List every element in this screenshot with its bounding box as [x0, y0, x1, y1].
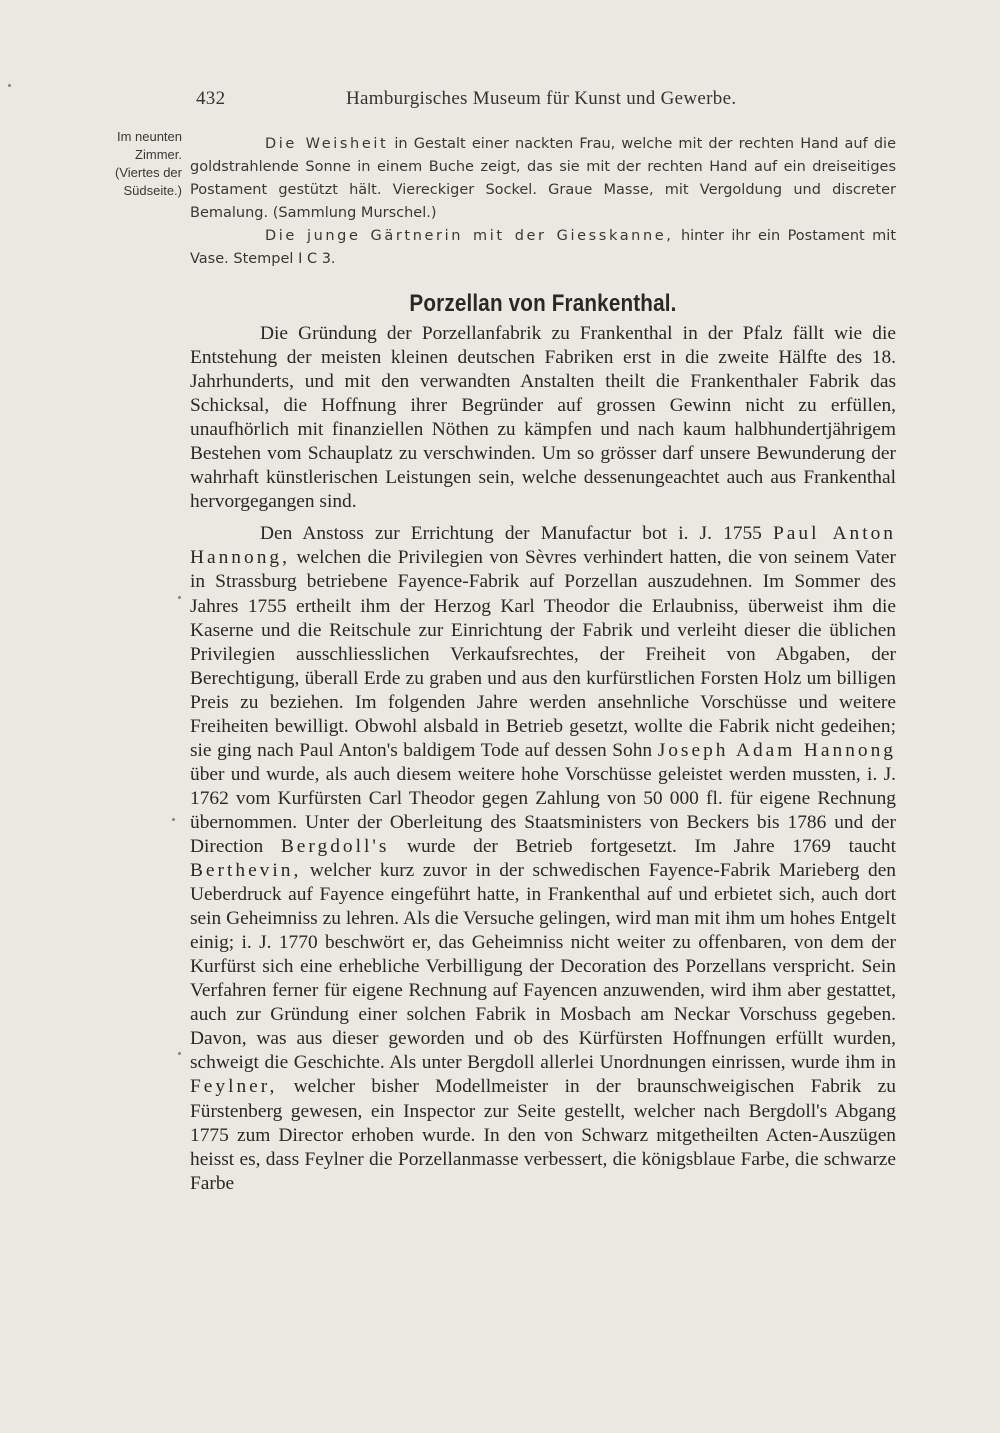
catalog-entry — [190, 133, 896, 225]
page-header — [196, 88, 896, 116]
entry-description: hinter ihr ein Postament mit Vase. Stempel I C 3. — [190, 228, 897, 267]
body-text — [190, 322, 896, 1196]
entry-title: Die junge Gärtnerin mit der Giesskanne, — [265, 228, 674, 244]
paragraph — [190, 522, 896, 1195]
person-name: Feylner, — [190, 1076, 278, 1098]
text-run: welchen die Privilegien von Sèvres verhindert hatten, die von seinem Vater in Strassburg betriebene Fayence-Fabrik auf Porzellan auszudehnen. Im Sommer des Jahres 1755 ertheilt ihm der Herzog Karl Theodor die Erlaubniss, überweist ihm die Kaserne und die Reitschule zur Einrichtung der Fabrik und verleiht dieser die üblichen Privilegien ausschliesslichen Verkaufsrechtes, der Freiheit von Abgaben, der Berechtigung, überall Erde zu graben und aus den kurfürstlichen Forsten Holz um billigen Preis zu beziehen. Im folgenden Jahre werden ansehnliche Vorschüsse und weitere Freiheiten bewilligt. Obwohl alsbald in Betrieb gesetzt, wollte die Fabrik nicht gedeihen; sie ging nach Paul Anton's baldigem Tode auf dessen Sohn — [190, 547, 896, 761]
paper-speck — [178, 1052, 181, 1055]
paper-speck — [172, 818, 175, 821]
running-title: Hamburgisches Museum für Kunst und Gewerbe. — [346, 88, 737, 109]
paper-speck — [178, 596, 181, 599]
catalog-entry — [190, 225, 896, 271]
person-name: Joseph Adam Hannong — [657, 739, 896, 761]
paragraph: Die Gründung der Porzellanfabrik zu Frankenthal in der Pfalz fällt wie die Entstehung der meisten kleinen deutschen Fabriken erst in die zweite Hälfte des 18. Jahrhunderts, und mit den verwandten Anstalten theilt die Frankenthaler Fabrik das Schicksal, die Hoffnung ihrer Begründer auf grossen Gewinn nicht zu erfüllen, unaufhörlich mit finanziellen Nöthen zu kämpfen und nach kaum halbhundertjährigem Bestehen vom Schauplatz zu verschwinden. Um so grösser darf unsere Bewunderung der wahrhaft künstlerischen Leistungen sein, welche dessenungeachtet auch aus Frankenthal hervorgegangen sind. — [190, 323, 896, 513]
text-run: welcher kurz zuvor in der schwedischen Fayence-Fabrik Marieberg den Ueberdruck auf Fayence eingeführt hatte, in Frankenthal auf und erbietet sich, auch dort sein Geheimniss zu lehren. Als die Versuche gelingen, wird man mit ihm um hohes Entgelt einig; i. J. 1770 beschwört er, das Geheimniss nicht weiter zu offenbaren, von dem der Kurfürst sich eine erhebliche Verbilligung der Decoration des Porzellans verspricht. Sein Verfahren ferner für eigene Rechnung auf Fayencen anzuwenden, wird ihm aber gestattet, auch zur Gründung einer solchen Fabrik in Mosbach am Neckar Vorschuss gegeben. Davon, was aus dieser geworden und ob des Kürfürsten Hoffnungen erfüllt wurden, schweigt die Geschichte. Als unter Bergdoll allerlei Unordnungen einrissen, wurde ihm in — [190, 860, 896, 1074]
entry-description: in Gestalt einer nackten Frau, welche mit der rechten Hand auf die goldstrahlende Sonne in einem Buche zeigt, das sie mit der rechten Hand auf ein dreiseitiges Postament gestützt hält. Viereckiger Sockel. Graue Masse, mit Vergoldung und discreter Bemalung. (Sammlung Murschel.) — [190, 136, 897, 221]
text-run: welcher bisher Modellmeister in der braunschweigischen Fabrik zu Fürstenberg gewesen, ein Inspector zur Seite gestellt, welcher nach Bergdoll's Abgang 1775 zum Director erhoben wurde. In den von Schwarz mitgetheilten Acten-Auszügen heisst es, dass Feylner die Porzellanmasse verbessert, die königsblaue Farbe, die schwarze Farbe — [190, 1076, 896, 1194]
paper-speck — [8, 84, 11, 87]
text-run: Den Anstoss zur Errichtung der Manufactur bot i. J. 1755 — [260, 523, 762, 545]
person-name: Bergdoll's — [280, 835, 390, 857]
person-name: Berthevin, — [190, 860, 302, 882]
person-name: Paul Anton Hannong, — [190, 523, 896, 569]
margin-note: Im neunten Zimmer. (Viertes der Südseite.) — [115, 129, 182, 198]
text-run: über und wurde, als auch diesem weitere hohe Vorschüsse geleistet werden mussten, i. J. 1762 vom Kurfürsten Carl Theodor gegen Zahlung von 50 000 fl. für eigene Rechnung übernommen. Unter der Oberleitung des Staatsministers von Beckers bis 1786 und der Direction — [190, 763, 896, 857]
page-number: 432 — [196, 88, 226, 109]
entry-title: Die Weisheit — [265, 136, 389, 152]
text-run: wurde der Betrieb fortgesetzt. Im Jahre 1769 taucht — [407, 835, 896, 857]
section-title: Porzellan von Frankenthal. — [409, 290, 677, 317]
